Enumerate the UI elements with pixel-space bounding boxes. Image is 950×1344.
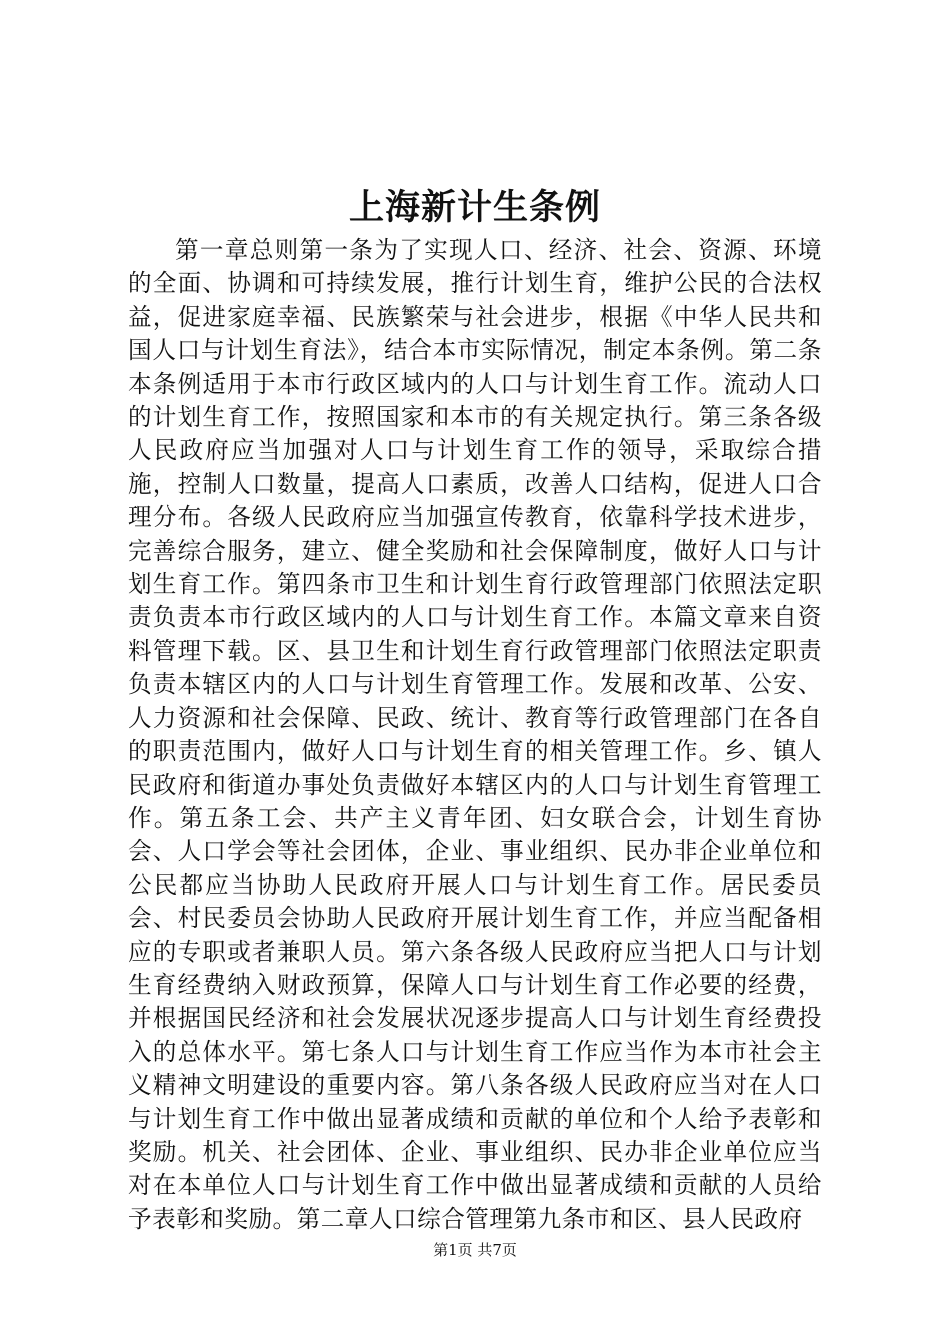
- document-body: 第一章总则第一条为了实现人口、经济、社会、资源、环境的全面、协调和可持续发展，推行计划生育，维护公民的合法权益，促进家庭幸福、民族繁荣与社会进步，根据《中华人民共和国人口与计划生育法》，结合本市实际情况，制定本条例。第二条本条例适用于本市行政区域内的人口与计划生育工作。流动人口的计划生育工作，按照国家和本市的有关规定执行。第三条各级人民政府应当加强对人口与计划生育工作的领导，采取综合措施，控制人口数量，提高人口素质，改善人口结构，促进人口合理分布。各级人民政府应当加强宣传教育，依靠科学技术进步，完善综合服务，建立、健全奖励和社会保障制度，做好人口与计划生育工作。第四条市卫生和计划生育行政管理部门依照法定职责负责本市行政区域内的人口与计划生育工作。本篇文章来自资料管理下载。区、县卫生和计划生育行政管理部门依照法定职责负责本辖区内的人口与计划生育管理工作。发展和改革、公安、人力资源和社会保障、民政、统计、教育等行政管理部门在各自的职责范围内，做好人口与计划生育的相关管理工作。乡、镇人民政府和街道办事处负责做好本辖区内的人口与计划生育管理工作。第五条工会、共产主义青年团、妇女联合会，计划生育协会、人口学会等社会团体，企业、事业组织、民办非企业单位和公民都应当协助人民政府开展人口与计划生育工作。居民委员会、村民委员会协助人民政府开展计划生育工作，并应当配备相应的专职或者兼职人员。第六条各级人民政府应当把人口与计划生育经费纳入财政预算，保障人口与计划生育工作必要的经费，并根据国民经济和社会发展状况逐步提高人口与计划生育经费投入的总体水平。第七条人口与计划生育工作应当作为本市社会主义精神文明建设的重要内容。第八条各级人民政府应当对在人口与计划生育工作中做出显著成绩和贡献的单位和个人给予表彰和奖励。机关、社会团体、企业、事业组织、民办非企业单位应当对在本单位人口与计划生育工作中做出显著成绩和贡献的人员给予表彰和奖励。第二章人口综合管理第九条市和区、县人民政府: [128, 236, 822, 1233]
- document-title: 上海新计生条例: [348, 187, 601, 228]
- page-footer: 第1页 共7页: [433, 1241, 517, 1259]
